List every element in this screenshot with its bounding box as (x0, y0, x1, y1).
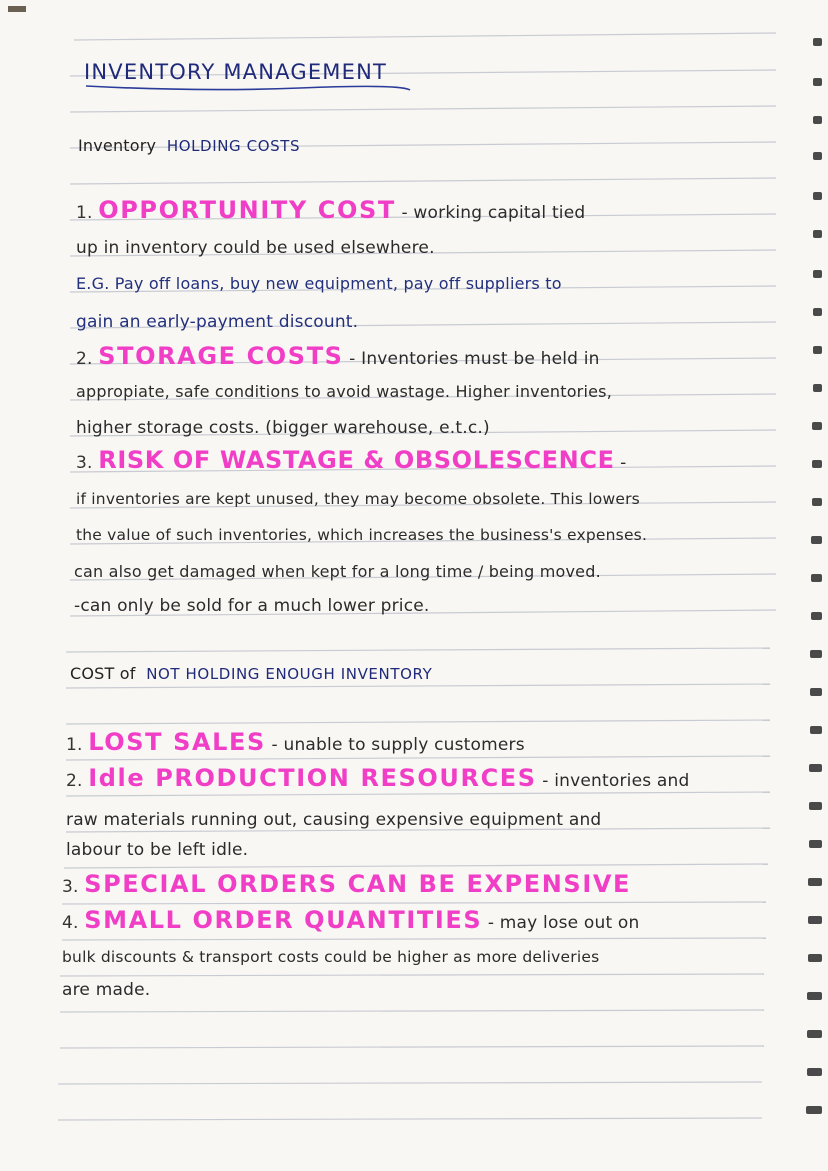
section2-prefix: COST of (70, 664, 136, 683)
item2-text: appropiate, safe conditions to avoid wastage. Higher inventories, (76, 382, 612, 401)
s2-item1-term: LOST SALES (88, 728, 266, 756)
s2-item4-term: SMALL ORDER QUANTITIES (84, 906, 483, 934)
section1-prefix: Inventory (78, 136, 157, 155)
item3-text: -can only be sold for a much lower price. (74, 596, 430, 616)
item3-text: can also get damaged when kept for a long time / being moved. (74, 562, 601, 581)
s2-item1-line (66, 728, 525, 756)
s2-item2-text: raw materials running out, causing expensive equipment and (66, 810, 602, 830)
item1-text: up in inventory could be used elsewhere. (76, 238, 435, 258)
s2-item2-text: labour to be left idle. (66, 840, 249, 860)
item3-line (76, 446, 627, 474)
s2-item3-number: 3. (62, 877, 79, 897)
item3-text: - (620, 453, 627, 473)
s2-item4-text: - may lose out on (487, 913, 640, 933)
item2-text: - Inventories must be held in (349, 349, 600, 369)
item1-line (76, 196, 585, 224)
section2-heading (70, 664, 432, 683)
s2-item4-number: 4. (62, 913, 79, 933)
s2-item4-text: are made. (62, 980, 151, 1000)
section2-title: NOT HOLDING ENOUGH INVENTORY (146, 665, 433, 683)
item1-text: - working capital tied (401, 203, 586, 223)
s2-item2-number: 2. (66, 771, 83, 791)
item2-line (76, 342, 600, 370)
s2-item1-number: 1. (66, 735, 83, 755)
s2-item3-line (62, 870, 631, 898)
item3-term: RISK OF WASTAGE & OBSOLESCENCE (98, 446, 615, 474)
item3-text: the value of such inventories, which increases the business's expenses. (76, 526, 648, 544)
s2-item2-line (66, 764, 690, 792)
item1-example: E.G. Pay off loans, buy new equipment, pay off suppliers to (76, 274, 562, 293)
s2-item2-text: - inventories and (542, 771, 690, 791)
item2-number: 2. (76, 349, 93, 369)
section1-heading (78, 136, 300, 155)
s2-item2-term: Idle PRODUCTION RESOURCES (88, 764, 537, 792)
item2-term: STORAGE COSTS (98, 342, 344, 370)
item1-term: OPPORTUNITY COST (98, 196, 396, 224)
page-title: INVENTORY MANAGEMENT (84, 60, 388, 84)
s2-item4-text: bulk discounts & transport costs could be higher as more deliveries (62, 948, 600, 966)
item2-text: higher storage costs. (bigger warehouse, e.t.c.) (76, 418, 490, 438)
s2-item3-term: SPECIAL ORDERS CAN BE EXPENSIVE (84, 870, 632, 898)
section1-title: HOLDING COSTS (166, 137, 301, 155)
item3-number: 3. (76, 453, 93, 473)
item1-number: 1. (76, 203, 93, 223)
item3-text: if inventories are kept unused, they may become obsolete. This lowers (76, 490, 640, 508)
item1-example: gain an early-payment discount. (76, 312, 359, 332)
s2-item1-text: - unable to supply customers (271, 735, 525, 755)
s2-item4-line (62, 906, 640, 934)
